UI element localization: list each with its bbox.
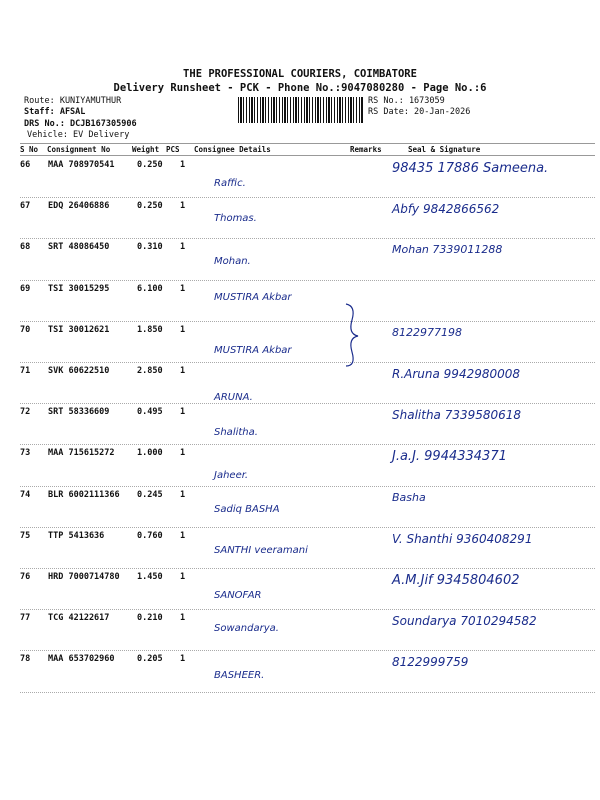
row-divider xyxy=(20,527,595,528)
row-consignee-name: MUSTIRA Akbar xyxy=(214,292,292,303)
row-signature: Soundarya 7010294582 xyxy=(392,614,537,628)
row-consignee-name: BASHEER. xyxy=(214,670,265,681)
row-pcs: 1 xyxy=(180,531,186,541)
col-pcs: PCS xyxy=(166,145,180,154)
row-weight: 0.210 xyxy=(137,613,163,623)
row-signature: Shalitha 7339580618 xyxy=(392,408,522,422)
rs-date: RS Date: 20-Jan-2026 xyxy=(368,107,471,117)
row-consignment: TSI 30015295 xyxy=(48,284,110,294)
row-consignment: MAA 708970541 xyxy=(48,160,115,170)
row-signature: Mohan 7339011288 xyxy=(392,243,503,256)
row-weight: 1.000 xyxy=(137,448,163,458)
row-weight: 0.205 xyxy=(137,654,163,664)
row-pcs: 1 xyxy=(180,572,186,582)
row-signature: A.M.Jif 9345804602 xyxy=(392,573,520,588)
row-sno: 73 xyxy=(20,448,31,458)
row-signature: 98435 17886 Sameena. xyxy=(392,161,549,176)
row-divider xyxy=(20,486,595,487)
row-weight: 0.310 xyxy=(137,242,163,252)
route-label: Route: KUNIYAMUTHUR xyxy=(24,96,122,106)
row-sno: 78 xyxy=(20,654,31,664)
row-signature: Abfy 9842866562 xyxy=(392,202,500,216)
row-sno: 75 xyxy=(20,531,31,541)
row-signature: 8122977198 xyxy=(392,326,462,339)
row-weight: 0.495 xyxy=(137,407,163,417)
brace-mark-icon xyxy=(340,300,370,370)
row-divider xyxy=(20,197,595,198)
row-sno: 69 xyxy=(20,284,31,294)
row-divider xyxy=(20,444,595,445)
row-sno: 72 xyxy=(20,407,31,417)
row-consignee-name: Jaheer. xyxy=(214,470,249,481)
row-pcs: 1 xyxy=(180,160,186,170)
row-sno: 74 xyxy=(20,490,31,500)
row-weight: 1.450 xyxy=(137,572,163,582)
row-consignment: MAA 653702960 xyxy=(48,654,115,664)
row-divider xyxy=(20,238,595,239)
row-consignment: EDQ 26406886 xyxy=(48,201,110,211)
row-pcs: 1 xyxy=(180,325,186,335)
row-consignee-name: Raffic. xyxy=(214,178,246,189)
row-sno: 76 xyxy=(20,572,31,582)
row-pcs: 1 xyxy=(180,490,186,500)
row-pcs: 1 xyxy=(180,407,186,417)
row-sno: 68 xyxy=(20,242,31,252)
row-divider xyxy=(20,403,595,404)
row-signature: Basha xyxy=(392,491,426,504)
row-weight: 0.760 xyxy=(137,531,163,541)
row-consignment: SRT 58336609 xyxy=(48,407,110,417)
col-sno: S No xyxy=(20,145,39,154)
row-consignment: TTP 5413636 xyxy=(48,531,105,541)
row-consignee-name: SANOFAR xyxy=(214,590,262,601)
row-pcs: 1 xyxy=(180,654,186,664)
row-consignment: HRD 7000714780 xyxy=(48,572,120,582)
row-weight: 0.250 xyxy=(137,160,163,170)
drs-label: DRS No.: DCJB167305906 xyxy=(24,119,137,129)
row-weight: 6.100 xyxy=(137,284,163,294)
row-consignment: BLR 6002111366 xyxy=(48,490,120,500)
row-signature: V. Shanthi 9360408291 xyxy=(392,532,533,546)
row-divider xyxy=(20,362,595,363)
row-consignee-name: Shalitha. xyxy=(214,427,258,438)
row-sno: 66 xyxy=(20,160,31,170)
row-weight: 2.850 xyxy=(137,366,163,376)
row-pcs: 1 xyxy=(180,613,186,623)
row-divider xyxy=(20,568,595,569)
row-consignee-name: Sadiq BASHA xyxy=(214,504,280,515)
row-consignee-name: SANTHI veeramani xyxy=(214,545,308,556)
row-pcs: 1 xyxy=(180,201,186,211)
row-divider xyxy=(20,280,595,281)
row-pcs: 1 xyxy=(180,448,186,458)
row-sno: 77 xyxy=(20,613,31,623)
row-consignee-name: MUSTIRA Akbar xyxy=(214,345,292,356)
row-weight: 0.245 xyxy=(137,490,163,500)
row-signature: J.a.J. 9944334371 xyxy=(392,449,507,464)
col-remarks: Remarks xyxy=(350,145,382,154)
row-consignment: TCG 42122617 xyxy=(48,613,110,623)
row-weight: 1.850 xyxy=(137,325,163,335)
barcode-icon xyxy=(238,97,364,123)
row-sno: 67 xyxy=(20,201,31,211)
row-consignment: MAA 715615272 xyxy=(48,448,115,458)
row-consignee-name: ARUNA. xyxy=(214,392,253,403)
rs-number: RS No.: 1673059 xyxy=(368,96,445,106)
col-weight: Weight xyxy=(132,145,160,154)
header-top-rule xyxy=(20,143,595,144)
col-seal: Seal & Signature xyxy=(408,145,481,154)
vehicle-label: Vehicle: EV Delivery xyxy=(27,130,130,140)
col-consignment: Consignment No xyxy=(47,145,111,154)
staff-label: Staff: AFSAL xyxy=(24,107,86,117)
row-pcs: 1 xyxy=(180,284,186,294)
row-pcs: 1 xyxy=(180,366,186,376)
row-divider xyxy=(20,650,595,651)
row-consignment: SVK 60622510 xyxy=(48,366,110,376)
row-signature: R.Aruna 9942980008 xyxy=(392,367,521,381)
row-sno: 70 xyxy=(20,325,31,335)
row-consignment: SRT 48086450 xyxy=(48,242,110,252)
row-divider xyxy=(20,321,595,322)
row-consignment: TSI 30012621 xyxy=(48,325,110,335)
row-divider xyxy=(20,609,595,610)
header-bottom-rule xyxy=(20,155,595,156)
page-title: THE PROFESSIONAL COURIERS, COIMBATORE xyxy=(183,68,417,80)
row-sno: 71 xyxy=(20,366,31,376)
page-subtitle: Delivery Runsheet - PCK - Phone No.:9047080280 - Page No.:6 xyxy=(113,82,487,94)
row-consignee-name: Thomas. xyxy=(214,213,257,224)
row-weight: 0.250 xyxy=(137,201,163,211)
col-consignee: Consignee Details xyxy=(194,145,271,154)
row-consignee-name: Sowandarya. xyxy=(214,623,279,634)
row-consignee-name: Mohan. xyxy=(214,256,251,267)
row-pcs: 1 xyxy=(180,242,186,252)
row-divider xyxy=(20,692,595,693)
row-signature: 8122999759 xyxy=(392,655,469,669)
